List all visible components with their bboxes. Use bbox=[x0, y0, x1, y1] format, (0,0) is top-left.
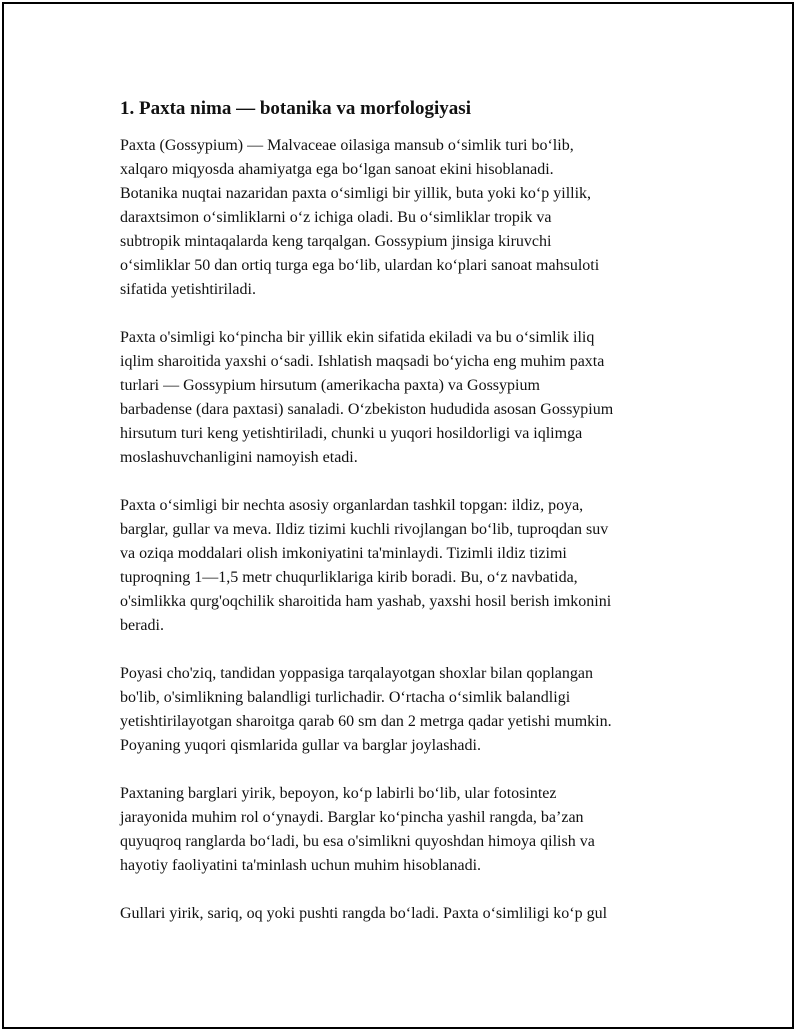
text-line: moslashuvchanligini namoyish etadi. bbox=[120, 449, 358, 466]
text-line: Paxta oʻsimligi bir nechta asosiy organlardan tashkil topgan: ildiz, poya, bbox=[120, 497, 584, 514]
text-line: va oziqa moddalari olish imkoniyatini ta'minlaydi. Tizimli ildiz tizimi bbox=[120, 545, 567, 562]
paragraph bbox=[120, 782, 690, 878]
text-line: o'simlikka qurg'oqchilik sharoitida ham yashab, yaxshi hosil berish imkonini bbox=[120, 593, 612, 610]
text-line: barbadense (dara paxtasi) sanaladi. Oʻzbekiston hududida asosan Gossypium bbox=[120, 401, 614, 418]
paragraph bbox=[120, 134, 690, 302]
text-line: sifatida yetishtiriladi. bbox=[120, 281, 256, 298]
paragraph bbox=[120, 494, 690, 638]
text-line: turlari — Gossypium hirsutum (amerikacha paxta) va Gossypium bbox=[120, 377, 540, 394]
text-line: subtropik mintaqalarda keng tarqalgan. Gossypium jinsiga kiruvchi bbox=[120, 233, 552, 250]
paragraph bbox=[120, 326, 690, 470]
text-line: yetishtirilayotgan sharoitga qarab 60 sm dan 2 metrga qadar yetishi mumkin. bbox=[120, 713, 612, 730]
text-line: Poyasi cho'ziq, tandidan yoppasiga tarqalayotgan shoxlar bilan qoplangan bbox=[120, 665, 593, 682]
section-heading: 1. Paxta nima — botanika va morfologiyasi bbox=[120, 98, 471, 119]
text-line: Poyaning yuqori qismlarida gullar va barglar joylashadi. bbox=[120, 737, 481, 754]
paragraph-list bbox=[120, 134, 690, 926]
text-line: Paxta (Gossypium) — Malvaceae oilasiga mansub oʻsimlik turi boʻlib, bbox=[120, 137, 574, 154]
text-line: iqlim sharoitida yaxshi oʻsadi. Ishlatish maqsadi boʻyicha eng muhim paxta bbox=[120, 353, 605, 370]
text-line: bo'lib, o'simlikning balandligi turlichadir. Oʻrtacha oʻsimlik balandligi bbox=[120, 689, 571, 706]
text-line: hirsutum turi keng yetishtiriladi, chunki u yuqori hosildorligi va iqlimga bbox=[120, 425, 583, 442]
text-line: xalqaro miqyosda ahamiyatga ega boʻlgan sanoat ekini hisoblanadi. bbox=[120, 161, 554, 178]
document-body bbox=[120, 96, 690, 950]
paragraph bbox=[120, 662, 690, 758]
page-frame bbox=[2, 2, 794, 1029]
text-line: barglar, gullar va meva. Ildiz tizimi kuchli rivojlangan boʻlib, tuproqdan suv bbox=[120, 521, 609, 538]
text-line: hayotiy faoliyatini ta'minlash uchun muhim hisoblanadi. bbox=[120, 857, 482, 874]
paragraph bbox=[120, 902, 690, 926]
text-line: Paxtaning barglari yirik, bepoyon, koʻp labirli boʻlib, ular fotosintez bbox=[120, 785, 557, 802]
text-line: tuproqning 1—1,5 metr chuqurliklariga kirib boradi. Bu, oʻz navbatida, bbox=[120, 569, 578, 586]
text-line: oʻsimliklar 50 dan ortiq turga ega boʻlib, ulardan koʻplari sanoat mahsuloti bbox=[120, 257, 600, 274]
text-line: daraxtsimon oʻsimliklarni oʻz ichiga oladi. Bu oʻsimliklar tropik va bbox=[120, 209, 552, 226]
text-line: Paxta o'simligi koʻpincha bir yillik ekin sifatida ekiladi va bu oʻsimlik iliq bbox=[120, 329, 595, 346]
text-line: beradi. bbox=[120, 617, 164, 634]
text-line: jarayonida muhim rol oʻynaydi. Barglar koʻpincha yashil rangda, baʼzan bbox=[120, 809, 584, 826]
text-line: Botanika nuqtai nazaridan paxta oʻsimligi bir yillik, buta yoki koʻp yillik, bbox=[120, 185, 592, 202]
text-line: quyuqroq ranglarda boʻladi, bu esa o'simlikni quyoshdan himoya qilish va bbox=[120, 833, 595, 850]
text-line: Gullari yirik, sariq, oq yoki pushti rangda boʻladi. Paxta oʻsimliligi koʻp gul bbox=[120, 905, 608, 922]
